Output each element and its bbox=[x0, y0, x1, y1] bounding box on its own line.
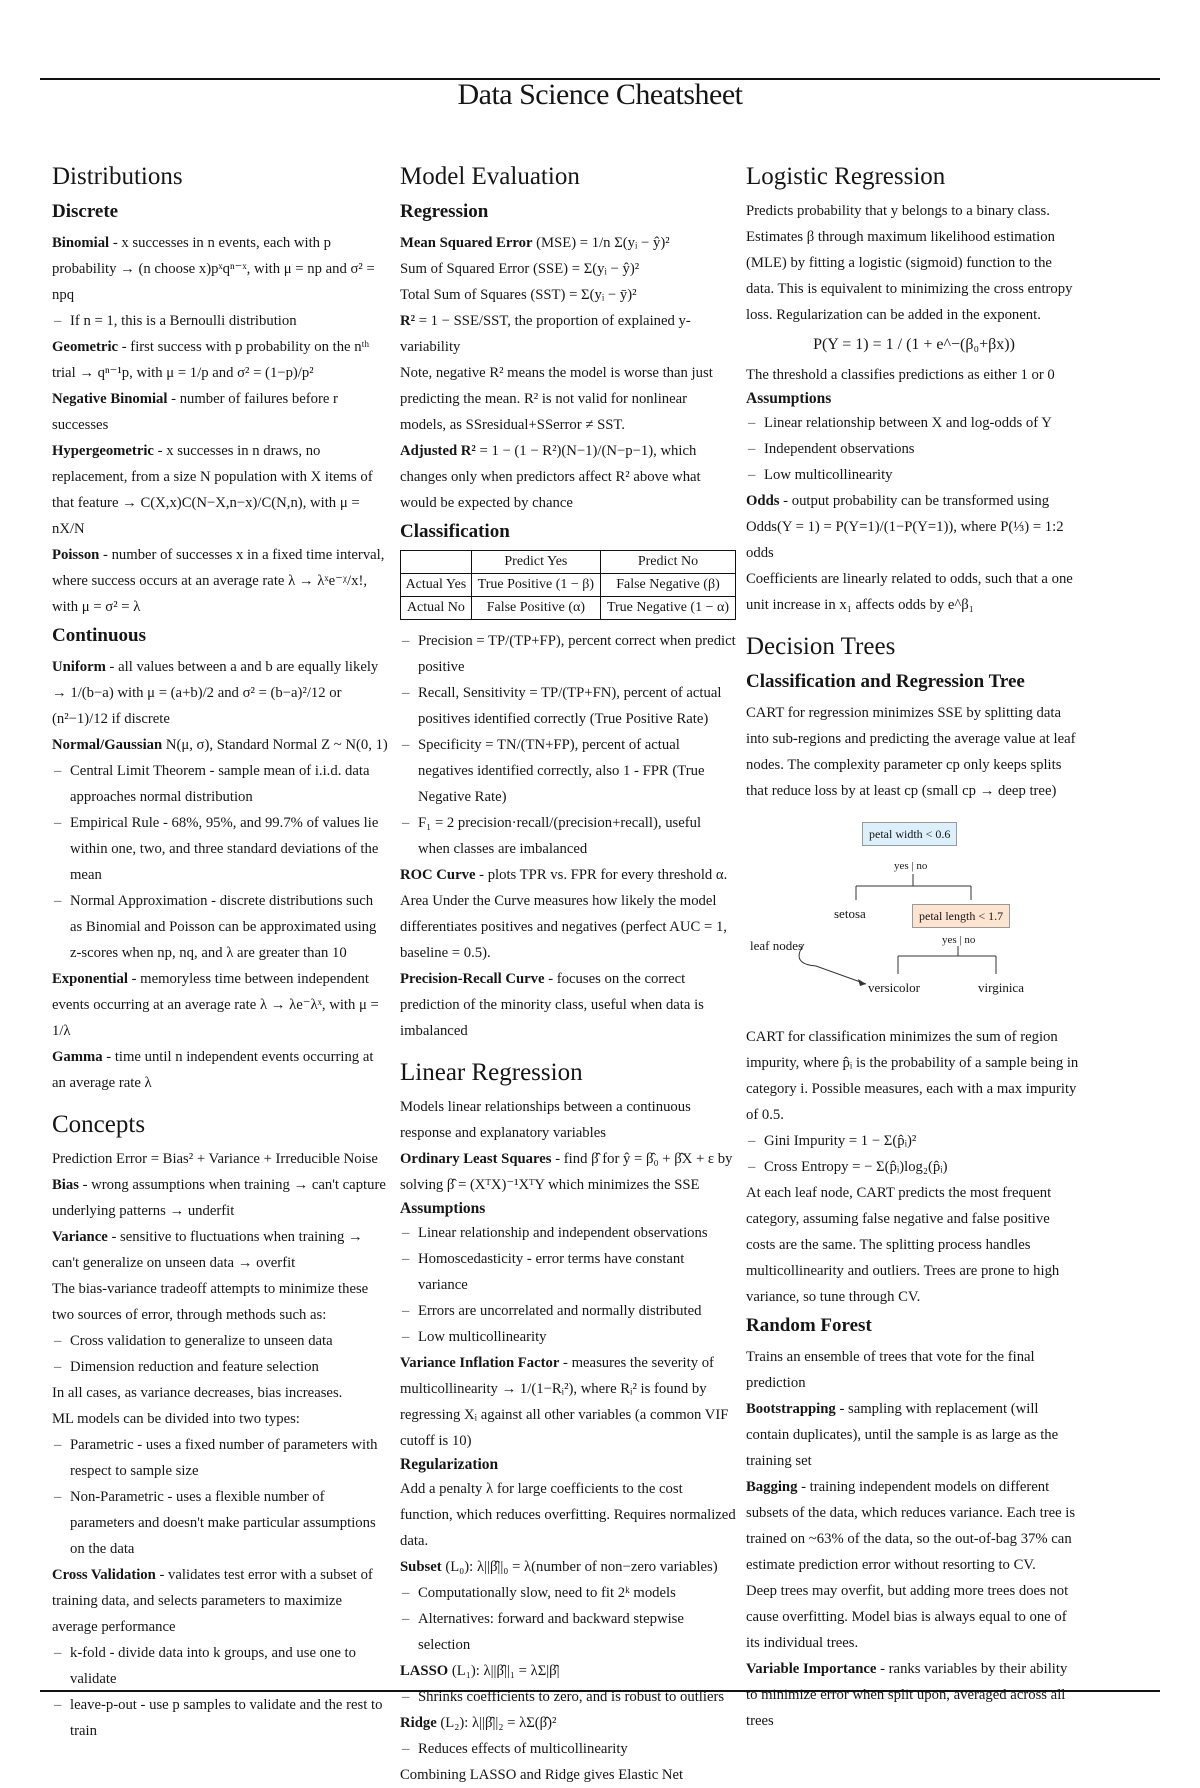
list-item: – Precision = TP/(TP+FP), percent correct when predict positive bbox=[400, 628, 736, 680]
tradeoff-bullets bbox=[52, 1328, 388, 1380]
list-item: – Parametric - uses a fixed number of parameters with respect to sample size bbox=[52, 1432, 388, 1484]
list-item: – k-fold - divide data into k groups, and use one to validate bbox=[52, 1640, 388, 1692]
normal-bullets bbox=[52, 758, 388, 966]
cm-cell: True Negative (1 − α) bbox=[600, 597, 735, 620]
regularization-text: Add a penalty λ for large coefficients to the cost function, which reduces overfitting. Requires normalized data. bbox=[400, 1481, 736, 1549]
term: Odds bbox=[746, 493, 780, 509]
tree-versicolor-leaf: versicolor bbox=[868, 980, 920, 995]
page-title: Data Science Cheatsheet bbox=[457, 78, 743, 111]
text: - focuses on the correct prediction of the minority class, useful when data is imbalanced bbox=[400, 971, 704, 1039]
section-distributions: Distributions bbox=[52, 163, 183, 190]
subsection-classification: Classification bbox=[400, 521, 510, 542]
list-item: – Errors are uncorrelated and normally distributed bbox=[400, 1298, 736, 1324]
column-1 bbox=[52, 160, 388, 1744]
coefficients-text: Coefficients are linearly related to odds, such that a one unit increase in x₁ affects odds by e^β₁ bbox=[746, 571, 1073, 613]
text: - sampling with replacement (will contain duplicates), until the sample is as large as the training set bbox=[746, 1401, 1059, 1469]
term: Binomial bbox=[52, 235, 110, 251]
list-item: – Specificity = TN/(TN+FP), percent of actual negatives identified correctly, also 1 - FPR (True Negative Rate) bbox=[400, 732, 736, 810]
text: - x successes in n events, each with p probability → (n choose x)pˣqⁿ⁻ˣ, with μ = np and σ² = npq bbox=[52, 235, 375, 303]
ols-entry bbox=[400, 1146, 736, 1198]
text: - find β̂ for ŷ = β̂₀ + β̂X + ε by solving β̂ = (XᵀX)⁻¹XᵀY which minimizes the SSE bbox=[400, 1151, 733, 1193]
text: - measures the severity of multicollinearity → 1/(1−Rᵢ²), where Rᵢ² is found by regressing Xᵢ against all other variables (a common VIF cutoff is 10) bbox=[400, 1355, 729, 1449]
term: Adjusted R² bbox=[400, 443, 476, 459]
bootstrapping-entry bbox=[746, 1396, 1082, 1474]
tradeoff-text: The bias-variance tradeoff attempts to minimize these two sources of error, through methods such as: bbox=[52, 1281, 369, 1323]
term: R² bbox=[400, 313, 416, 329]
cm-cell: False Positive (α) bbox=[471, 597, 600, 620]
odds-entry bbox=[746, 488, 1082, 566]
subsection-random-forest: Random Forest bbox=[746, 1315, 872, 1336]
term: Variance Inflation Factor bbox=[400, 1355, 560, 1371]
subsection-regression: Regression bbox=[400, 201, 489, 222]
list-item: – Homoscedasticity - error terms have constant variance bbox=[400, 1246, 736, 1298]
text: (L₂): λ||β̂||₂ = λΣ(β̂)² bbox=[436, 1715, 557, 1731]
term: Cross Validation bbox=[52, 1567, 156, 1583]
mse-entry bbox=[400, 230, 736, 256]
exponential-entry bbox=[52, 966, 388, 1044]
section-concepts: Concepts bbox=[52, 1111, 146, 1138]
list-item: – leave-p-out - use p samples to validate and the rest to train bbox=[52, 1692, 388, 1744]
term: Geometric bbox=[52, 339, 119, 355]
term: Normal/Gaussian bbox=[52, 737, 163, 753]
text: - sensitive to fluctuations when training → can't generalize on unseen data → overfit bbox=[52, 1229, 363, 1271]
term: Subset bbox=[400, 1559, 442, 1575]
text: - all values between a and b are equally likely → 1/(b−a) with μ = (a+b)/2 and σ² = (b−a)²/12 or (n²−1)/12 if discrete bbox=[52, 659, 379, 727]
normal-entry bbox=[52, 732, 388, 758]
assumption-bullets bbox=[400, 1220, 736, 1350]
term: Variable Importance bbox=[746, 1661, 877, 1677]
classification-bullets bbox=[400, 628, 736, 862]
linreg-intro: Models linear relationships between a continuous response and explanatory variables bbox=[400, 1099, 691, 1141]
assumption-bullets bbox=[746, 410, 1082, 488]
subset-entry bbox=[400, 1554, 736, 1580]
subsection-continuous: Continuous bbox=[52, 625, 146, 646]
column-2 bbox=[400, 160, 736, 1788]
cm-cell: Actual Yes bbox=[401, 574, 472, 597]
uniform-entry bbox=[52, 654, 388, 732]
list-item: – Cross validation to generalize to unseen data bbox=[52, 1328, 388, 1354]
text: - plots TPR vs. FPR for every threshold α. Area Under the Curve measures how likely the model differentiates positives and negatives (perfect AUC = 1, baseline = 0.5). bbox=[400, 867, 728, 961]
tree-yes-no-label: yes | no bbox=[894, 860, 928, 872]
tree-yes-no-label: yes | no bbox=[942, 934, 976, 946]
term: Ridge bbox=[400, 1715, 437, 1731]
tree-inner-node: petal length < 1.7 bbox=[912, 904, 1010, 928]
text: - ranks variables by their ability to minimize error when split upon, averaged across all trees bbox=[746, 1661, 1068, 1729]
term: Negative Binomial bbox=[52, 391, 168, 407]
list-item: – Linear relationship and independent observations bbox=[400, 1220, 736, 1246]
list-item: – Independent observations bbox=[746, 436, 1082, 462]
poisson-entry bbox=[52, 542, 388, 620]
list-item: – Recall, Sensitivity = TP/(TP+FN), percent of actual positives identified correctly (True Positive Rate) bbox=[400, 680, 736, 732]
list-item: – Empirical Rule - 68%, 95%, and 99.7% of values lie within one, two, and three standard deviations of the mean bbox=[52, 810, 388, 888]
pr-entry bbox=[400, 966, 736, 1044]
text: - training independent models on different subsets of the data, which reduces variance. Each tree is trained on ~63% of the data, so the out-of-bag 37% can estimate prediction error without resorting to CV. bbox=[746, 1479, 1076, 1573]
cm-header-cell: Predict Yes bbox=[471, 551, 600, 574]
text: - memoryless time between independent events occurring at an average rate λ → λe⁻λˣ, with μ = 1/λ bbox=[52, 971, 379, 1039]
text: = 1 − (1 − R²)(N−1)/(N−p−1), which changes only when predictors affect R² above what would be expected by chance bbox=[400, 443, 701, 511]
list-item: – Reduces effects of multicollinearity bbox=[400, 1736, 736, 1762]
cm-header-cell: Predict No bbox=[600, 551, 735, 574]
section-model-evaluation: Model Evaluation bbox=[400, 163, 580, 190]
text: - time until n independent events occurring at an average rate λ bbox=[52, 1049, 374, 1091]
term: Bootstrapping bbox=[746, 1401, 836, 1417]
list-item: – If n = 1, this is a Bernoulli distribution bbox=[52, 308, 388, 334]
term: LASSO bbox=[400, 1663, 449, 1679]
text: N(μ, σ), Standard Normal Z ~ N(0, 1) bbox=[162, 737, 388, 753]
tree-leaf-nodes-annotation: leaf nodes bbox=[750, 938, 804, 953]
impurity-bullets bbox=[746, 1128, 1082, 1180]
list-item: – Linear relationship between X and log-odds of Y bbox=[746, 410, 1082, 436]
ml-bullets bbox=[52, 1432, 388, 1562]
bagging-entry bbox=[746, 1474, 1082, 1578]
logistic-formula: P(Y = 1) = 1 / (1 + e^−(β₀+βx)) bbox=[813, 336, 1015, 353]
bias-entry bbox=[52, 1172, 388, 1224]
term: Variance bbox=[52, 1229, 108, 1245]
assumptions-heading: Assumptions bbox=[400, 1200, 486, 1217]
logreg-intro: Predicts probability that y belongs to a binary class. Estimates β through maximum likelihood estimation (MLE) by fitting a logistic (sigmoid) function to the data. This is equivalent to minimizing the cross entropy loss. Regularization can be added in the exponent. bbox=[746, 203, 1073, 323]
text: (MSE) = 1/n Σ(yᵢ − ŷ)² bbox=[532, 235, 670, 251]
cart-classification-text: CART for classification minimizes the sum of region impurity, where p̂ᵢ is the probability of a sample being in category i. Possible measures, each with a max impurity of 0.5. bbox=[746, 1029, 1079, 1123]
variable-importance-entry bbox=[746, 1656, 1082, 1734]
geometric-entry bbox=[52, 334, 388, 386]
term: Precision-Recall Curve bbox=[400, 971, 545, 987]
list-item: – Computationally slow, need to fit 2ᵏ models bbox=[400, 1580, 736, 1606]
term: Bagging bbox=[746, 1479, 798, 1495]
binomial-notes bbox=[52, 308, 388, 334]
list-item: – F₁ = 2 precision·recall/(precision+recall), useful when classes are imbalanced bbox=[400, 810, 736, 862]
text: - first success with p probability on the nᵗʰ trial → qⁿ⁻¹p, with μ = 1/p and σ² = (1−p)/p² bbox=[52, 339, 370, 381]
elastic-net-text: Combining LASSO and Ridge gives Elastic Net bbox=[400, 1767, 684, 1783]
tree-virginica-leaf: virginica bbox=[978, 980, 1024, 995]
section-logistic-regression: Logistic Regression bbox=[746, 163, 946, 190]
sse-text: Sum of Squared Error (SSE) = Σ(yᵢ − ŷ)² bbox=[400, 261, 640, 277]
text: - number of successes x in a fixed time interval, where success occurs at an average rate λ → λˣe⁻ᵡ/x!, with μ = σ² = λ bbox=[52, 547, 385, 615]
assumptions-heading: Assumptions bbox=[746, 390, 832, 407]
text: = 1 − SSE/SST, the proportion of explained y-variability bbox=[400, 313, 691, 355]
threshold-text: The threshold a classifies predictions as either 1 or 0 bbox=[746, 367, 1055, 383]
list-item: – Shrinks coefficients to zero, and is robust to outliers bbox=[400, 1684, 736, 1710]
subset-bullets bbox=[400, 1580, 736, 1658]
cv-bullets bbox=[52, 1640, 388, 1744]
text: - x successes in n draws, no replacement, from a size N population with X items of that feature → C(X,x)C(N−X,n−x)/C(N,n), with μ = nX/N bbox=[52, 443, 373, 537]
term: Exponential bbox=[52, 971, 128, 987]
r2-note: Note, negative R² means the model is worse than just predicting the mean. R² is not valid for nonlinear models, as SSresidual+SSerror ≠ SST. bbox=[400, 365, 713, 433]
text: - number of failures before r successes bbox=[52, 391, 338, 433]
subsection-cart: Classification and Regression Tree bbox=[746, 671, 1025, 692]
cm-cell: False Negative (β) bbox=[600, 574, 735, 597]
term: Mean Squared Error bbox=[400, 235, 533, 251]
lasso-entry bbox=[400, 1658, 736, 1684]
text: - validates test error with a subset of training data, and selects parameters to maximize average performance bbox=[52, 1567, 373, 1635]
term: Hypergeometric bbox=[52, 443, 154, 459]
tree-root-node: petal width < 0.6 bbox=[862, 822, 957, 846]
cv-entry bbox=[52, 1562, 388, 1640]
negbin-entry bbox=[52, 386, 388, 438]
text: (L₀): λ||β̂||₀ = λ(number of non−zero variables) bbox=[441, 1559, 718, 1575]
list-item: – Normal Approximation - discrete distributions such as Binomial and Poisson can be approximated using z-scores when np, nq, and λ are greater than 10 bbox=[52, 888, 388, 966]
variance-entry bbox=[52, 1224, 388, 1276]
list-item: – Alternatives: forward and backward stepwise selection bbox=[400, 1606, 736, 1658]
ridge-bullets bbox=[400, 1736, 736, 1762]
section-decision-trees: Decision Trees bbox=[746, 633, 896, 660]
binomial-entry bbox=[52, 230, 388, 308]
hyper-entry bbox=[52, 438, 388, 542]
tree-setosa-leaf: setosa bbox=[834, 906, 866, 921]
adjr2-entry bbox=[400, 438, 736, 516]
cm-cell: Actual No bbox=[401, 597, 472, 620]
confusion-matrix bbox=[400, 550, 736, 620]
vif-entry bbox=[400, 1350, 736, 1454]
list-item: – Gini Impurity = 1 − Σ(p̂ᵢ)² bbox=[746, 1128, 1082, 1154]
term: Uniform bbox=[52, 659, 106, 675]
text: - wrong assumptions when training → can't capture underlying patterns → underfit bbox=[52, 1177, 386, 1219]
term: ROC Curve bbox=[400, 867, 476, 883]
sst-text: Total Sum of Squares (SST) = Σ(yᵢ − ȳ)² bbox=[400, 287, 637, 303]
term: Poisson bbox=[52, 547, 100, 563]
list-item: – Low multicollinearity bbox=[746, 462, 1082, 488]
list-item: – Non-Parametric - uses a flexible number of parameters and doesn't make particular assumptions on the data bbox=[52, 1484, 388, 1562]
prediction-error: Prediction Error = Bias² + Variance + Irreducible Noise bbox=[52, 1151, 378, 1167]
list-item: – Central Limit Theorem - sample mean of i.i.d. data approaches normal distribution bbox=[52, 758, 388, 810]
cart-text: CART for regression minimizes SSE by splitting data into sub-regions and predicting the average value at leaf nodes. The complexity parameter cp only keeps splits that reduce loss by at least cp (small cp → deep tree) bbox=[746, 705, 1076, 799]
text: - output probability can be transformed using Odds(Y = 1) = P(Y=1)/(1−P(Y=1)), where P(⅓) = 1:2 odds bbox=[746, 493, 1064, 561]
r2-entry bbox=[400, 308, 736, 360]
roc-entry bbox=[400, 862, 736, 966]
ridge-entry bbox=[400, 1710, 736, 1736]
term: Bias bbox=[52, 1177, 79, 1193]
lasso-bullets bbox=[400, 1684, 736, 1710]
list-item: – Cross Entropy = − Σ(p̂ᵢ)log₂(p̂ᵢ) bbox=[746, 1154, 1082, 1180]
bottom-rule bbox=[40, 1690, 1160, 1692]
term: Ordinary Least Squares bbox=[400, 1151, 552, 1167]
cm-cell: True Positive (1 − β) bbox=[471, 574, 600, 597]
gamma-entry bbox=[52, 1044, 388, 1096]
ml-types-text: ML models can be divided into two types: bbox=[52, 1411, 300, 1427]
list-item: – Low multicollinearity bbox=[400, 1324, 736, 1350]
all-cases-text: In all cases, as variance decreases, bias increases. bbox=[52, 1385, 343, 1401]
leaf-node-text: At each leaf node, CART predicts the most frequent category, assuming false negative and false positive costs are the same. The splitting process handles multicollinearity and outliers. Trees are prone to high variance, so tune through CV. bbox=[746, 1185, 1060, 1305]
section-linear-regression: Linear Regression bbox=[400, 1059, 583, 1086]
column-3 bbox=[746, 160, 1082, 1734]
list-item: – Dimension reduction and feature selection bbox=[52, 1354, 388, 1380]
text: (L₁): λ||β̂||₁ = λΣ|β̂| bbox=[448, 1663, 560, 1679]
regularization-heading: Regularization bbox=[400, 1456, 499, 1473]
rf-intro: Trains an ensemble of trees that vote for the final prediction bbox=[746, 1349, 1035, 1391]
cm-header-cell bbox=[401, 551, 472, 574]
decision-tree-diagram bbox=[746, 814, 1082, 1014]
deep-trees-text: Deep trees may overfit, but adding more trees does not cause overfitting. Model bias is always equal to one of its individual trees. bbox=[746, 1583, 1069, 1651]
subsection-discrete: Discrete bbox=[52, 201, 119, 222]
term: Gamma bbox=[52, 1049, 103, 1065]
